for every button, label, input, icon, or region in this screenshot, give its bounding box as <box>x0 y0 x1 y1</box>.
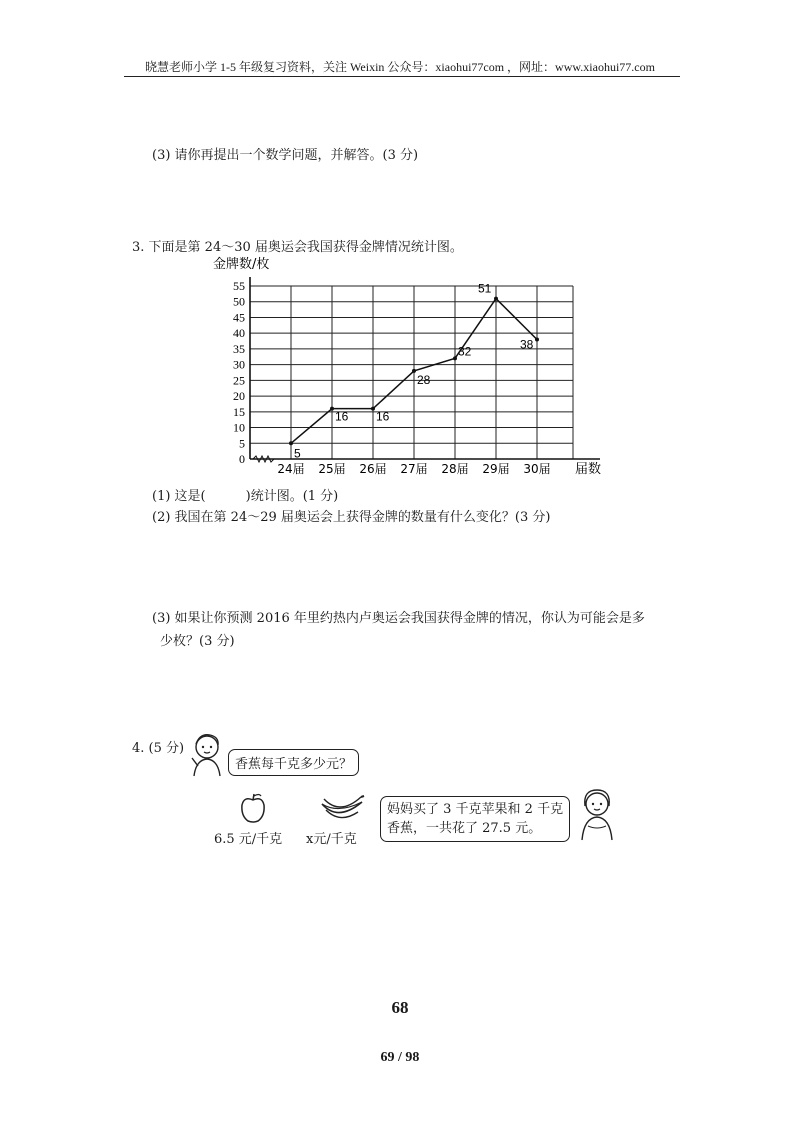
page-counter: 69 / 98 <box>380 1050 420 1065</box>
data-point <box>494 297 498 301</box>
y-axis-label: 金牌数/枚 <box>213 257 270 272</box>
y-tick-label: 20 <box>233 389 245 404</box>
data-label: 16 <box>335 409 349 424</box>
y-tick-label: 40 <box>233 326 245 341</box>
data-point <box>289 441 293 445</box>
x-tick-label: 30届 <box>523 462 551 476</box>
y-tick-label: 55 <box>233 279 245 293</box>
page-header: 晓慧老师小学 1-5 年级复习资料，关注 Weixin 公众号：xiaohui77com ，网址：www.xiaohui77.com <box>145 60 655 74</box>
data-point <box>371 407 375 411</box>
header-divider <box>124 76 680 77</box>
data-point <box>330 407 334 411</box>
x-axis-label: 届数 <box>575 462 602 477</box>
y-tick-label: 30 <box>233 357 245 372</box>
data-point <box>412 369 416 373</box>
x-tick-label: 28届 <box>441 462 469 476</box>
mother-figure <box>574 786 620 842</box>
y-tick-labels <box>233 279 245 466</box>
x-tick-label: 24届 <box>277 462 305 476</box>
data-label: 5 <box>294 446 301 461</box>
page-number: 68 <box>391 998 409 1017</box>
data-label: 16 <box>376 409 390 424</box>
x-tick-label: 25届 <box>318 462 346 476</box>
data-label: 51 <box>478 281 492 296</box>
data-label: 28 <box>417 372 431 387</box>
question-3-part-2: (2) 我国在第 24～29 届奥运会上获得金牌的数量有什么变化？(3 分) <box>152 510 551 525</box>
x-tick-labels <box>277 462 550 476</box>
question-4-label: 4. (5 分) <box>132 741 185 756</box>
question-speech-bubble <box>228 749 359 776</box>
y-tick-label: 10 <box>233 420 245 435</box>
boy-figure <box>186 730 228 778</box>
y-tick-label: 25 <box>233 373 245 388</box>
banana-icon <box>318 794 366 824</box>
data-point <box>453 356 457 360</box>
statement-line-1: 妈妈买了 3 千克苹果和 2 千克 <box>387 802 564 817</box>
apple-icon <box>238 792 268 824</box>
x-tick-label: 29届 <box>482 462 510 476</box>
apple-price: 6.5 元/千克 <box>214 832 283 847</box>
question-3-part-3-line-2: 少枚？(3 分) <box>160 634 235 649</box>
question-2-part-3: (3) 请你再提出一个数学问题，并解答。(3 分) <box>152 148 419 163</box>
y-tick-label: 45 <box>233 310 245 325</box>
question-bubble-text: 香蕉每千克多少元？ <box>235 757 353 772</box>
statement-speech-bubble <box>380 796 570 842</box>
data-point <box>535 337 539 341</box>
part-1-suffix: )统计图。(1 分) <box>245 489 339 504</box>
question-3-part-1 <box>152 485 338 504</box>
x-tick-label: 26届 <box>359 462 387 476</box>
part-1-prefix: (1) 这是( <box>152 489 206 504</box>
data-label: 38 <box>520 337 534 352</box>
y-tick-label: 0 <box>239 452 245 466</box>
y-tick-label: 5 <box>239 436 245 451</box>
gold-medal-line-chart <box>205 255 625 485</box>
y-tick-label: 50 <box>233 294 245 309</box>
y-tick-label: 35 <box>233 341 245 356</box>
data-label: 32 <box>458 344 472 359</box>
question-3-part-3-line-1: (3) 如果让你预测 2016 年里约热内卢奥运会我国获得金牌的情况，你认为可能会是多 <box>152 611 645 626</box>
statement-line-2: 香蕉，一共花了 27.5 元。 <box>387 821 542 836</box>
y-tick-label: 15 <box>233 404 245 419</box>
x-tick-label: 27届 <box>400 462 428 476</box>
banana-price: x元/千克 <box>306 832 357 847</box>
question-3-intro: 3. 下面是第 24～30 届奥运会我国获得金牌情况统计图。 <box>132 240 463 255</box>
